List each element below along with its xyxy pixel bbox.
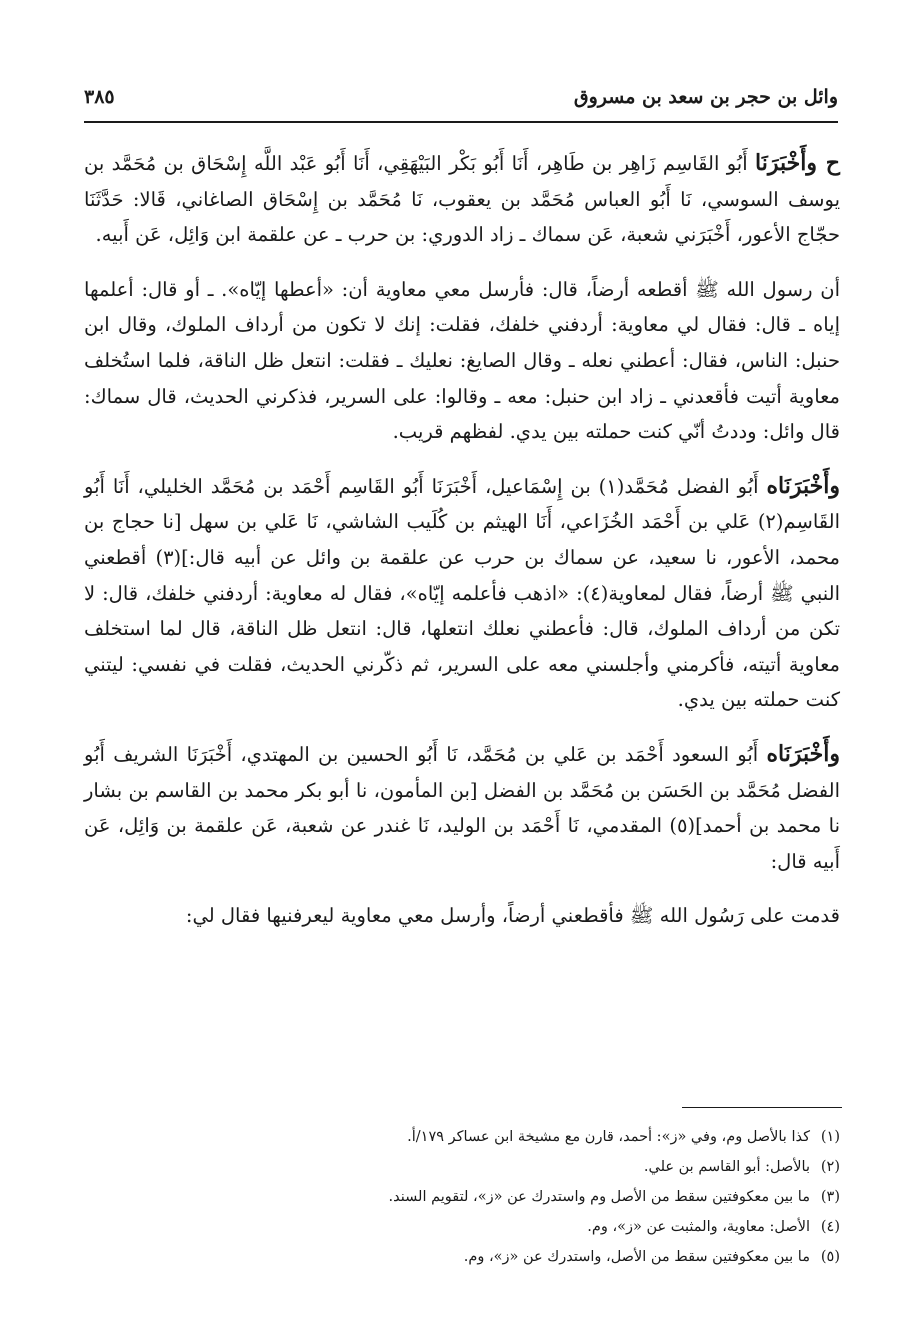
header-rule <box>84 121 838 123</box>
paragraph <box>84 146 840 253</box>
footnote <box>84 1182 840 1212</box>
paragraph <box>84 898 840 934</box>
footnotes <box>84 1122 840 1272</box>
footnote-text: الأصل: معاوية، والمثبت عن «ز»، وم. <box>587 1219 810 1235</box>
paragraph-text: أَبُو القَاسِم زَاهِر بن طَاهِر، أَنَا أَبُو بَكْر البَيْهَقِي، أَنَا أَبُو عَبْد اللَّه إِسْحَاق بن مُحَمَّد بن يوسف السوسي، نَا أَبُو العباس مُحَمَّد بن يعقوب، نَا مُحَمَّد بن إِسْحَاق الصاغاني، قَالا: حَدَّثَنَا حجّاج الأعور، أَخْبَرَني شعبة، عَن سماك ـ زاد الدوري: بن حرب ـ عن علقمة ابن وَائِل، عَن أَبيه. <box>84 152 840 247</box>
paragraph-lead: وأَخْبَرَنَاه <box>766 472 840 499</box>
footnote-text: كذا بالأصل وم، وفي «ز»: أحمد، قارن مع مشيخة ابن عساكر ١٧٩/أ. <box>407 1129 810 1145</box>
footnote <box>84 1242 840 1272</box>
page-header <box>84 80 838 114</box>
footnote-text: ما بين معكوفتين سقط من الأصل وم واستدرك عن «ز»، لتقويم السند. <box>388 1189 810 1205</box>
paragraph-lead: وأَخْبَرَنَاه <box>766 740 840 767</box>
footnote-rule <box>682 1107 842 1108</box>
footnote <box>84 1122 840 1152</box>
paragraph-text: أَبُو السعود أَحْمَد بن عَلي بن مُحَمَّد، نَا أَبُو الحسين بن المهتدي، أَخْبَرَنَا الشريف أَبُو الفضل مُحَمَّد بن الحَسَن بن مُحَمَّد بن الفضل [بن المأمون، نا أبو بكر محمد بن القاسم بن بشار نا محمد بن أحمد](٥) المقدمي، نَا أَحْمَد بن الوليد، نَا غندر عن شعبة، عَن علقمة بن وَائِل، عَن أَبيه قال: <box>84 742 841 873</box>
footnote-number: (٤) <box>820 1219 840 1235</box>
footnote-number: (٢) <box>820 1159 840 1175</box>
footnote-text: ما بين معكوفتين سقط من الأصل، واستدرك عن «ز»، وم. <box>463 1249 810 1265</box>
page-number: ٣٨٥ <box>84 86 115 108</box>
footnote <box>84 1212 840 1242</box>
footnote-number: (١) <box>820 1129 840 1145</box>
footnote <box>84 1152 840 1182</box>
paragraph <box>84 469 840 718</box>
paragraph-text: قدمت على رَسُول الله ﷺ فأقطعني أرضاً، وأرسل معي معاوية ليعرفنيها فقال لي: <box>185 904 840 928</box>
footnote-number: (٣) <box>820 1189 840 1205</box>
running-title: وائل بن حجر بن سعد بن مسروق <box>573 86 838 108</box>
paragraph-lead: ح وأَخْبَرَنَا <box>755 150 840 176</box>
paragraph-text: أن رسول الله ﷺ أقطعه أرضاً، قال: فأرسل معي معاوية أن: «أعطها إيّاه». ـ أو قال: أعلمها إياه ـ قال: فقال لي معاوية: أردفني خلفك، فقلت: إنك لا تكون من أرداف الملوك، وقال ابن حنبل: الناس، فقال: أعطني نعله ـ وقال الصايغ: نعليك ـ فقلت: انتعل ظل الناقة، فلما استُخلف معاوية أتيت فأقعدني ـ زاد ابن حنبل: معه ـ وقالوا: على السرير، فذكرني الحديث، قال سماك: قال وائل: وددتُ أنّي كنت حملته بين يدي. لفظهم قريب. <box>84 277 840 444</box>
paragraph-text: أَبُو الفضل مُحَمَّد(١) بن إِسْمَاعيل، أَخْبَرَنَا أَبُو القَاسِم أَحْمَد بن مُحَمَّد الخليلي، أَنَا أَبُو القَاسِم(٢) عَلي بن أَحْمَد الخُزَاعي، أَنَا الهيثم بن كُلَيب الشاشي، نَا عَلي بن سهل [نا حجاج بن محمد، الأعور، نا سعيد، عن سماك بن حرب عن علقمة بن وائل عن أبيه قال:](٣) أقطعني النبي ﷺ أرضاً، فقال لمعاوية(٤): «اذهب فأعلمه إيّاه»، فقال له معاوية: أردفني خلفك، قال: لا تكن من أرداف الملوك، قال: فأعطني نعلك انتعلها، قال: انتعل ظل الناقة، قال لما استخلف معاوية أتيته، فأكرمني وأجلسني معه على السرير، ثم ذكّرني الحديث، فقلت في نفسي: ليتني كنت حملته بين يدي. <box>84 474 841 712</box>
main-text <box>84 146 840 953</box>
footnote-number: (٥) <box>820 1249 840 1265</box>
paragraph <box>84 272 840 450</box>
footnote-text: بالأصل: أبو القاسم بن علي. <box>643 1159 810 1175</box>
paragraph <box>84 737 840 879</box>
